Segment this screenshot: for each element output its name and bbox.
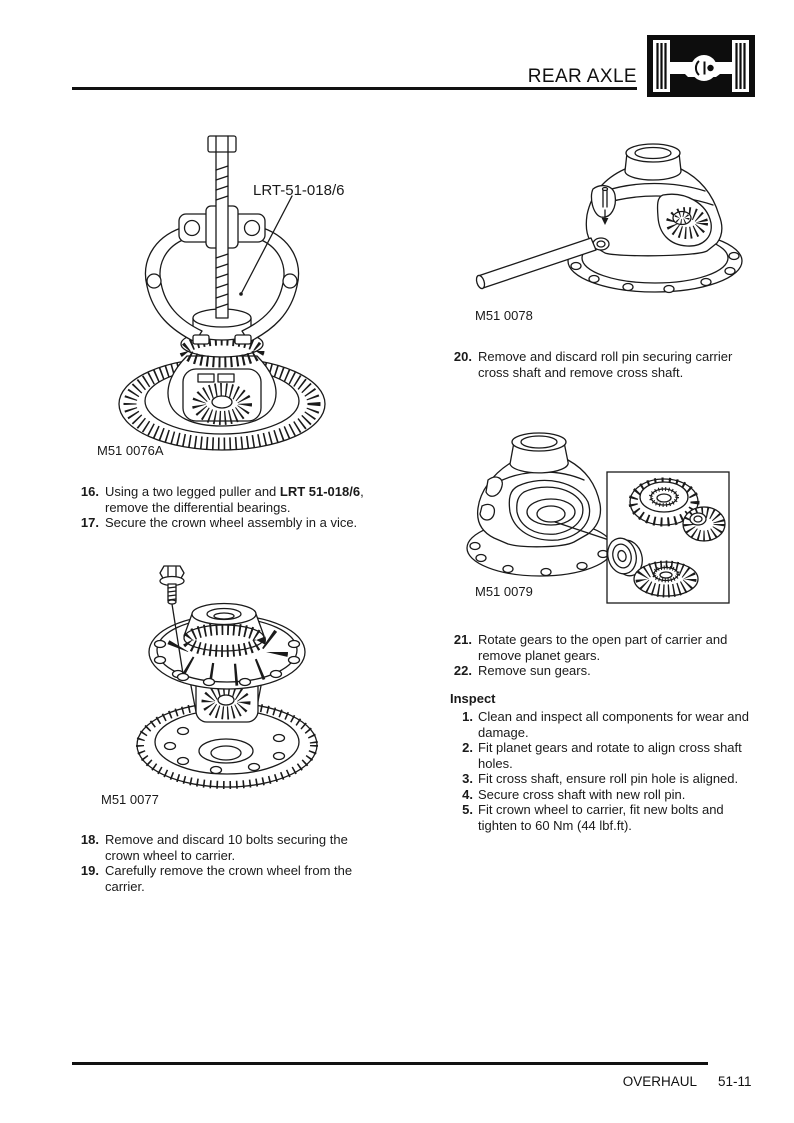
step-text: Using a two legged puller and — [105, 484, 280, 499]
step-text: remove the differential bearings. — [105, 499, 291, 515]
step-text: Rotate gears to the open part of carrier and — [478, 632, 728, 647]
figure-gears-illustration — [452, 422, 754, 610]
step-text: Secure the crown wheel assembly in a vice. — [105, 515, 358, 530]
inspect-item-3 — [458, 771, 760, 787]
step-number: 4. — [462, 786, 473, 802]
rear-axle-icon — [647, 35, 755, 97]
step-text: Fit crown wheel to carrier, fit new bolts and — [478, 802, 724, 817]
step-22 — [450, 663, 760, 679]
step-21 — [450, 632, 760, 663]
step-text: Fit cross shaft, ensure roll pin hole is aligned. — [478, 771, 739, 786]
step-text: Secure cross shaft with new roll pin. — [478, 786, 686, 802]
step-text: Remove and discard 10 bolts securing the — [105, 832, 348, 847]
step-number: 3. — [462, 771, 473, 786]
page-title: REAR AXLE — [527, 66, 637, 87]
tool-label: LRT-51-018/6 — [253, 182, 345, 199]
steps-18-19 — [77, 832, 385, 894]
step-text: remove planet gears. — [478, 647, 601, 663]
tool-ref-bold: LRT 51-018/6 — [279, 484, 361, 499]
step-number: 18. — [80, 832, 99, 847]
step-number: 5. — [462, 802, 473, 817]
inspect-heading: Inspect — [450, 691, 496, 706]
step-text: Remove and discard roll pin securing carrier — [478, 349, 733, 364]
step-20 — [450, 349, 760, 380]
figure-puller-illustration — [95, 122, 395, 452]
step-text: tighten to 60 Nm (44 lbf.ft). — [478, 817, 632, 833]
step-text: Clean and inspect all components for wear and — [478, 709, 749, 724]
step-text: cross shaft and remove cross shaft. — [478, 364, 684, 380]
step-number: 21. — [453, 632, 472, 647]
step-text: Fit planet gears and rotate to align cross shaft — [478, 740, 742, 755]
step-number: 1. — [462, 709, 473, 724]
steps-21-22 — [450, 632, 760, 679]
step-number: 17. — [80, 515, 99, 530]
step-19 — [77, 863, 385, 894]
figure-crownwheel-illustration — [112, 552, 368, 800]
figure-rollpin-illustration — [455, 133, 767, 305]
inspect-item-1 — [458, 709, 760, 740]
inspect-item-4 — [458, 787, 760, 803]
inspect-list — [458, 709, 760, 833]
inspect-item-5 — [458, 802, 760, 833]
footer-page-number: 51-11 — [718, 1074, 752, 1089]
step-text: Remove sun gears. — [478, 663, 591, 678]
steps-16-17 — [77, 484, 385, 531]
step-number: 20. — [453, 349, 472, 364]
figure-caption: M51 0078 — [475, 308, 533, 323]
step-number: 16. — [80, 484, 99, 499]
step-18 — [77, 832, 385, 863]
step-text: crown wheel to carrier. — [105, 847, 236, 863]
step-number: 2. — [462, 740, 473, 755]
figure-caption: M51 0079 — [475, 584, 533, 599]
header-rule — [72, 87, 637, 90]
step-text: , — [360, 484, 364, 499]
step-16 — [77, 484, 385, 515]
footer-rule — [72, 1062, 708, 1065]
step-text: damage. — [478, 724, 529, 740]
figure-caption: M51 0076A — [97, 443, 164, 458]
inspect-item-2 — [458, 740, 760, 771]
figure-caption: M51 0077 — [101, 792, 159, 807]
step-number: 22. — [453, 663, 472, 678]
step-number: 19. — [80, 863, 99, 878]
step-text: Carefully remove the crown wheel from the — [105, 863, 353, 878]
step-text: holes. — [478, 755, 513, 771]
step-text: carrier. — [105, 878, 145, 894]
footer-section: OVERHAUL — [622, 1074, 697, 1089]
step-17 — [77, 515, 385, 531]
